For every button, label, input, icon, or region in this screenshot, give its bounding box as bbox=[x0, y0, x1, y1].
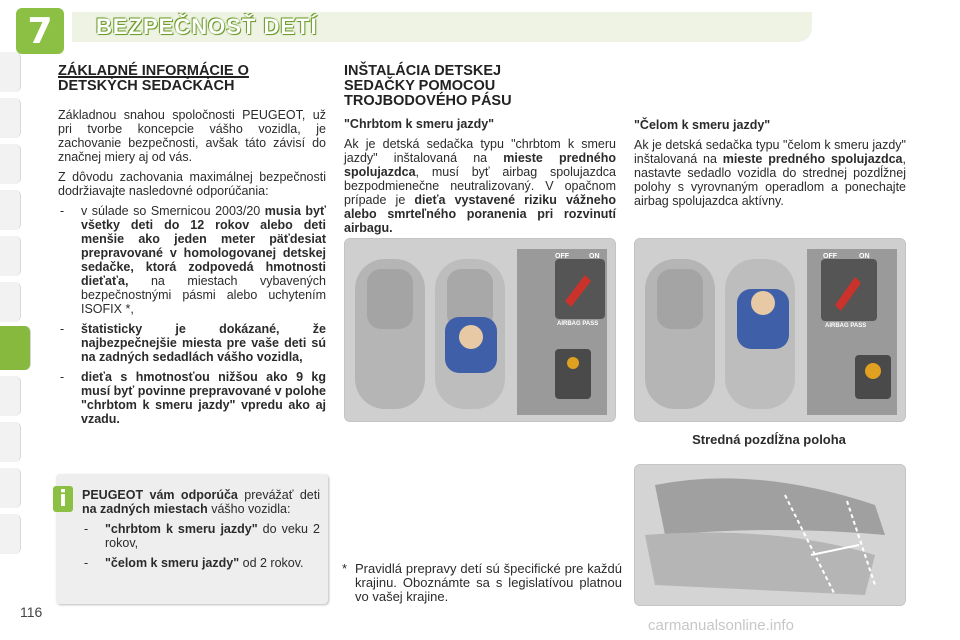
airbag-pass-label: AIRBAG PASS bbox=[825, 323, 867, 329]
right-column bbox=[634, 118, 906, 214]
seat-image bbox=[635, 465, 905, 605]
heading-line: DETSKÝCH SEDAČKÁCH bbox=[58, 78, 235, 94]
list-item: - dieťa s hmotnosťou nižšou ako 9 kg musí byť povinne prepravované v polohe "chrbtom k smeru jazdy" vpredu ako aj vzadu. bbox=[60, 370, 326, 426]
switch-on-label: ON bbox=[859, 253, 870, 260]
airbag-pass-label: AIRBAG PASS bbox=[557, 321, 599, 327]
info-text: PEUGEOT vám odporúča prevážať deti na zadných miestach vášho vozidla: - "chrbtom k smeru jazdy" do veku 2 rokov, - "čelom k smeru jazdy" od 2 rokov. bbox=[82, 488, 320, 570]
switch-on-label: ON bbox=[589, 253, 600, 260]
recommendation-list bbox=[58, 204, 326, 426]
section-heading bbox=[344, 64, 616, 109]
watermark: carmanualsonline.info bbox=[648, 617, 794, 634]
chapter-tab bbox=[0, 376, 21, 416]
subheading-rear-facing: "Chrbtom k smeru jazdy" bbox=[344, 117, 495, 131]
chapter-tab bbox=[0, 52, 21, 92]
page-title: BEZPEČNOSŤ DETÍ bbox=[96, 14, 318, 39]
rear-facing-illustration bbox=[344, 238, 616, 422]
chapter-tab-active bbox=[0, 326, 31, 370]
chapter-badge bbox=[16, 8, 64, 54]
chapter-tab bbox=[0, 468, 21, 508]
switch-off-label: OFF bbox=[555, 253, 569, 260]
info-box bbox=[56, 474, 328, 604]
switch-off-label: OFF bbox=[823, 253, 837, 260]
rear-facing-text: Ak je detská sedačka typu "chrbtom k smeru jazdy" inštalovaná na mieste predného spolujazdca, musí byť airbag spolujazdca bezpodmienečne neutralizovaný. V opačnom prípade je dieťa vystavené riziku vážneho alebo smrteľného poranenia pri rozvinutí airbagu. bbox=[344, 137, 616, 235]
car-interior-image bbox=[345, 239, 615, 421]
chapter-tab bbox=[0, 98, 21, 138]
list-item: - štatisticky je dokázané, že najbezpečnejšie miesta pre vaše deti sú na zadných sedadlách vášho vozidla, bbox=[60, 322, 326, 364]
info-icon: i bbox=[53, 486, 73, 512]
chapter-tab bbox=[0, 190, 21, 230]
list-item: - "chrbtom k smeru jazdy" do veku 2 rokov, bbox=[84, 522, 320, 550]
forward-facing-illustration bbox=[634, 238, 906, 422]
page-number: 116 bbox=[20, 604, 43, 620]
heading-line: INŠTALÁCIA DETSKEJ bbox=[344, 63, 502, 79]
chapter-tab bbox=[0, 144, 21, 184]
heading-line: SEDAČKY POMOCOU bbox=[344, 78, 496, 94]
heading-line: TROJBODOVÉHO PÁSU bbox=[344, 93, 512, 109]
recommendation-paragraph: Z dôvodu zachovania maximálnej bezpečnosti dodržiavajte nasledovné odporúčania: bbox=[58, 170, 326, 198]
heading-line: ZÁKLADNÉ INFORMÁCIE O bbox=[58, 63, 249, 79]
footnote: * Pravidlá prepravy detí sú špecifické pre každú krajinu. Oboznámte sa s legislatívou platnou vo vašej krajine. bbox=[342, 561, 622, 604]
chapter-tab bbox=[0, 236, 21, 276]
chapter-number: 7 bbox=[27, 10, 53, 52]
car-interior-image bbox=[635, 239, 905, 421]
middle-column bbox=[344, 64, 616, 241]
chapter-tab bbox=[0, 514, 21, 554]
seat-position-illustration bbox=[634, 464, 906, 606]
list-item: - "čelom k smeru jazdy" od 2 rokov. bbox=[84, 556, 304, 570]
chapter-tab bbox=[0, 282, 21, 322]
left-column bbox=[58, 64, 326, 432]
list-item: - v súlade so Smernicou 2003/20 musia byť všetky deti do 12 rokov alebo deti menšie ako jeden meter päťdesiat prepravované v homologovanej detskej sedačke, ktorá zodpovedá hmotnosti dieťaťa, na miestach vybavených bezpečnostnými pásmi alebo uchytením ISOFIX *, bbox=[60, 204, 326, 316]
subheading-forward-facing: "Čelom k smeru jazdy" bbox=[634, 118, 771, 132]
forward-facing-text: Ak je detská sedačka typu "čelom k smeru jazdy" inštalovaná na mieste predného spolujazdca, nastavte sedadlo vozidla do strednej pozdĺžnej polohy s vyrovnaným operadlom a ponechajte airbag spolujazdca aktívny. bbox=[634, 138, 906, 208]
section-heading bbox=[58, 64, 326, 94]
chapter-tab bbox=[0, 422, 21, 462]
intro-paragraph: Základnou snahou spoločnosti PEUGEOT, už pri tvorbe koncepcie vášho vozidla, je zachovanie bezpečnosti, avšak táto závisí do značnej miery aj od vás. bbox=[58, 108, 326, 164]
seat-position-caption: Stredná pozdĺžna poloha bbox=[692, 432, 846, 447]
